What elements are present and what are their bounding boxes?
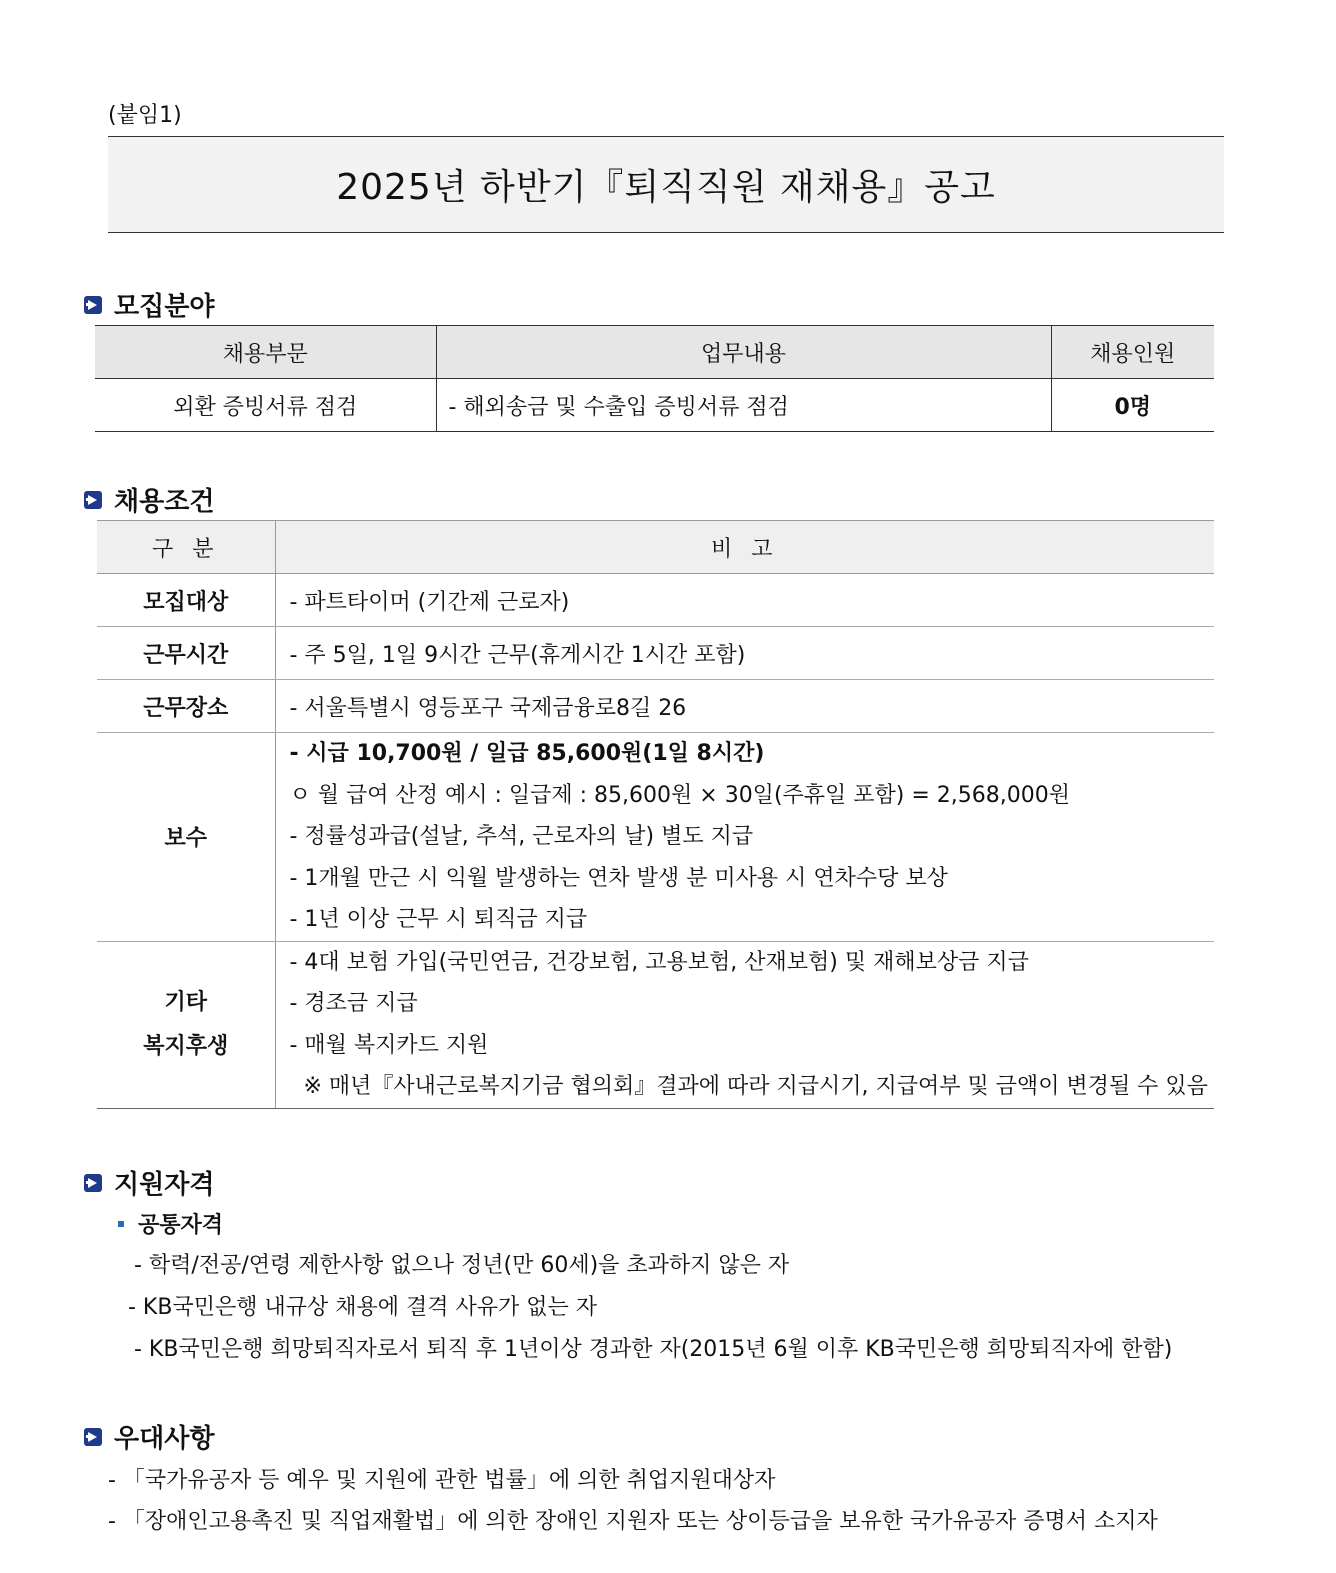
table-header-row bbox=[95, 326, 1214, 379]
welfare-line: - 매월 복지카드 지원 bbox=[289, 1032, 489, 1058]
welfare-key-2: 복지후생 bbox=[143, 1033, 229, 1059]
pay-line: - 1년 이상 근무 시 퇴직금 지급 bbox=[289, 907, 588, 932]
section-title: 우대사항 bbox=[114, 1424, 215, 1454]
qualification-line: - 학력/전공/연령 제한사항 없으나 정년(만 60세)을 초과하지 않은 자 bbox=[134, 1253, 790, 1278]
qualification-line: - KB국민은행 내규상 채용에 결격 사유가 없는 자 bbox=[128, 1295, 597, 1320]
row-value: - 파트타이머 (기간제 근로자) bbox=[275, 574, 1214, 627]
cell-division: 외환 증빙서류 점검 bbox=[95, 379, 436, 432]
table-row bbox=[97, 574, 1214, 627]
table-row bbox=[97, 733, 1214, 942]
subheading-label: 공통자격 bbox=[138, 1213, 224, 1238]
row-key: 근무시간 bbox=[97, 627, 275, 680]
table-row bbox=[97, 680, 1214, 733]
section-recruit-heading bbox=[84, 286, 214, 323]
row-key bbox=[97, 941, 275, 1108]
row-key: 보수 bbox=[97, 733, 275, 942]
pay-line: - 시급 10,700원 / 일급 85,600원(1일 8시간) bbox=[289, 741, 765, 766]
preference-line: - 「국가유공자 등 예우 및 지원에 관한 법률」에 의한 취업지원대상자 bbox=[108, 1468, 776, 1493]
table-row bbox=[97, 627, 1214, 680]
pay-line: - 1개월 만근 시 익월 발생하는 연차 발생 분 미사용 시 연차수당 보상 bbox=[289, 865, 948, 891]
page-title: 2025년 하반기『퇴직직원 재채용』공고 bbox=[336, 167, 996, 208]
welfare-note: ※ 매년『사내근로복지기금 협의회』결과에 따라 지급시기, 지급여부 및 금액이 변경될 수 있음 bbox=[303, 1074, 1208, 1099]
section-qualification-heading bbox=[84, 1164, 214, 1201]
row-key: 근무장소 bbox=[97, 680, 275, 733]
arrow-box-icon bbox=[84, 296, 102, 314]
preference-block bbox=[108, 1460, 1158, 1542]
arrow-box-icon bbox=[84, 491, 102, 509]
bullet-square-icon bbox=[118, 1221, 124, 1227]
row-key: 모집대상 bbox=[97, 574, 275, 627]
welfare-line: - 4대 보험 가입(국민연금, 건강보험, 고용보험, 산재보험) 및 재해보상금 지급 bbox=[289, 949, 1029, 975]
conditions-table bbox=[97, 520, 1214, 1109]
header-remarks: 비 고 bbox=[275, 521, 1214, 574]
title-banner bbox=[108, 136, 1224, 233]
table-row bbox=[97, 941, 1214, 1108]
attachment-label: (붙임1) bbox=[108, 103, 182, 128]
recruit-table bbox=[95, 325, 1214, 432]
table-row bbox=[95, 379, 1214, 432]
table-header-row bbox=[97, 521, 1214, 574]
qualification-subheading bbox=[118, 1208, 1172, 1239]
header-division: 채용부문 bbox=[95, 326, 436, 379]
row-value: - 서울특별시 영등포구 국제금융로8길 26 bbox=[275, 680, 1214, 733]
pay-line: - 정률성과급(설날, 추석, 근로자의 날) 별도 지급 bbox=[289, 824, 754, 849]
cell-duty: - 해외송금 및 수출입 증빙서류 점검 bbox=[436, 379, 1051, 432]
arrow-box-icon bbox=[84, 1428, 102, 1446]
cell-headcount: 0명 bbox=[1051, 379, 1214, 432]
arrow-box-icon bbox=[84, 1174, 102, 1192]
row-value bbox=[275, 941, 1214, 1108]
row-value bbox=[275, 733, 1214, 942]
preference-line: - 「장애인고용촉진 및 직업재활법」에 의한 장애인 지원자 또는 상이등급을 보유한 국가유공자 증명서 소지자 bbox=[108, 1509, 1158, 1534]
section-title: 지원자격 bbox=[114, 1170, 215, 1200]
section-title: 채용조건 bbox=[114, 487, 215, 517]
qualification-block bbox=[118, 1208, 1172, 1371]
header-duty: 업무내용 bbox=[436, 326, 1051, 379]
qualification-line: - KB국민은행 희망퇴직자로서 퇴직 후 1년이상 경과한 자(2015년 6월 이후 KB국민은행 희망퇴직자에 한함) bbox=[134, 1337, 1173, 1362]
pay-line: ㅇ 월 급여 산정 예시 : 일급제 : 85,600원 × 30일(주휴일 포함) = 2,568,000원 bbox=[289, 782, 1070, 808]
row-value: - 주 5일, 1일 9시간 근무(휴게시간 1시간 포함) bbox=[275, 627, 1214, 680]
section-conditions-heading bbox=[84, 481, 214, 518]
header-category: 구 분 bbox=[97, 521, 275, 574]
header-headcount: 채용인원 bbox=[1051, 326, 1214, 379]
welfare-key-1: 기타 bbox=[164, 989, 207, 1015]
section-title: 모집분야 bbox=[114, 292, 215, 322]
section-preference-heading bbox=[84, 1418, 214, 1455]
welfare-line: - 경조금 지급 bbox=[289, 991, 418, 1016]
